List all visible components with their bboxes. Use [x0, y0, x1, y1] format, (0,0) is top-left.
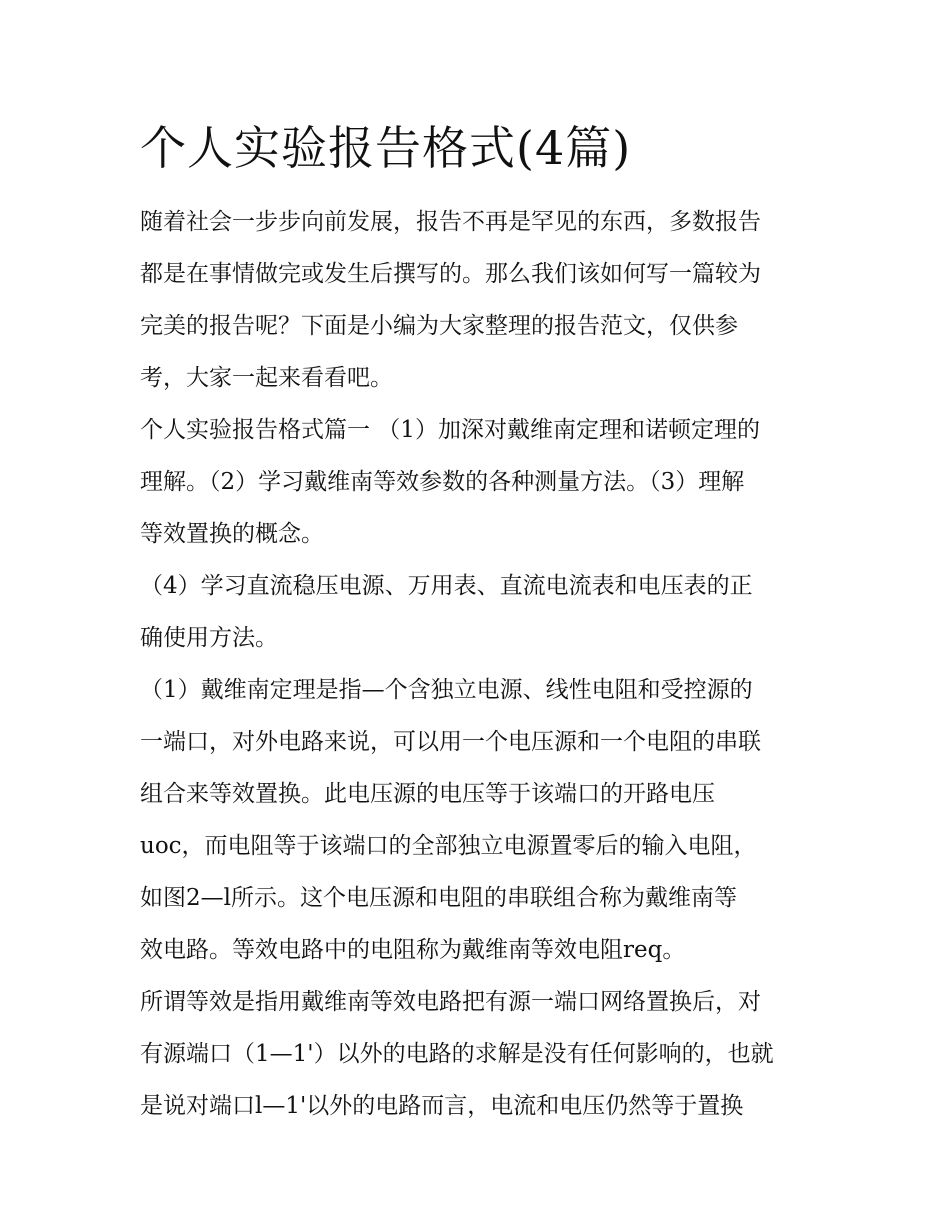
- text-line: 等效置换的概念。: [140, 521, 324, 547]
- text-line: 组合来等效置换。此电压源的电压等于该端口的开路电压: [140, 781, 715, 807]
- text-line: 有源端口（1—1'）以外的电路的求解是没有任何影响的，也就: [140, 1041, 774, 1067]
- text-line: 如图2—l所示。这个电压源和电阻的串联组合称为戴维南等: [140, 885, 737, 911]
- text-line: 个人实验报告格式篇一 （1）加深对戴维南定理和诺顿定理的: [140, 417, 760, 443]
- text-line: （4）学习直流稳压电源、万用表、直流电流表和电压表的正: [140, 573, 753, 599]
- text-line: （1）戴维南定理是指—个含独立电源、线性电阻和受控源的: [140, 677, 753, 703]
- text-line: 随着社会一步步向前发展，报告不再是罕见的东西，多数报告: [140, 209, 761, 235]
- text-line: 所谓等效是指用戴维南等效电路把有源一端口网络置换后，对: [140, 989, 761, 1015]
- document-title: 个人实验报告格式(4篇): [140, 121, 632, 175]
- text-line: 都是在事情做完或发生后撰写的。那么我们该如何写一篇较为: [140, 261, 761, 287]
- document-body: [140, 196, 820, 1132]
- text-line: 确使用方法。: [140, 625, 278, 651]
- text-line: 完美的报告呢？下面是小编为大家整理的报告范文，仅供参: [140, 313, 738, 339]
- text-line: uoc，而电阻等于该端口的全部独立电源置零后的输入电阻，: [140, 833, 757, 859]
- text-line: 理解。（2）学习戴维南等效参数的各种测量方法。（3）理解: [140, 469, 745, 495]
- text-line: 效电路。等效电路中的电阻称为戴维南等效电阻req。: [140, 937, 686, 963]
- text-line: 一端口，对外电路来说，可以用一个电压源和一个电阻的串联: [140, 729, 761, 755]
- text-line: 是说对端口l—1'以外的电路而言，电流和电压仍然等于置换: [140, 1093, 744, 1119]
- text-line: 考，大家一起来看看吧。: [140, 365, 393, 391]
